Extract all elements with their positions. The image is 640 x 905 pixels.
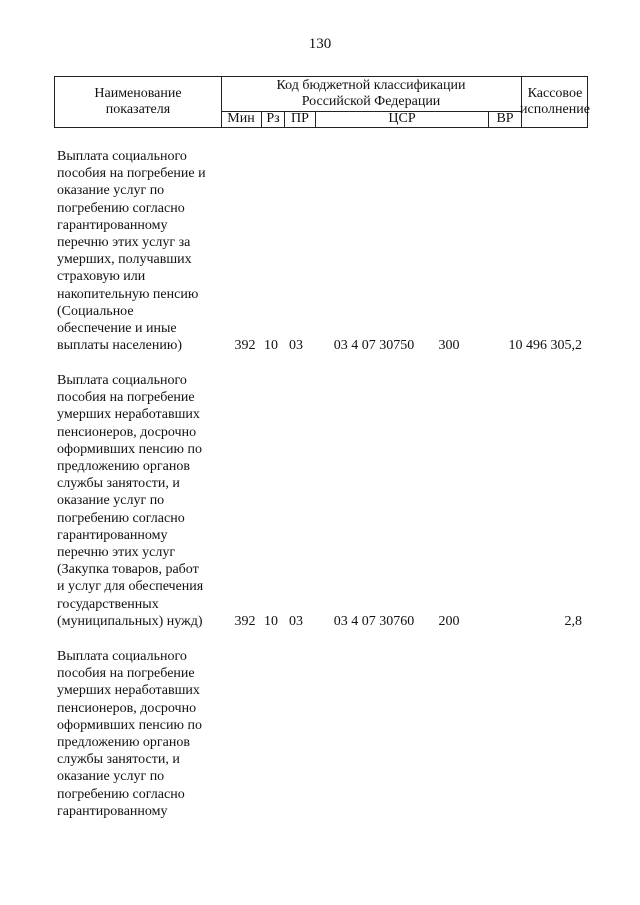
row-2-min: 392 — [234, 614, 256, 629]
row-2-rz: 10 — [264, 614, 278, 629]
row-2-description: Выплата социального пособия на погребение умерших неработавших пенсионеров, досрочно оформивших пенсию по предложению органов службы занятости, и оказание услуг по погребению согласно гарантированному перечню этих услуг (Закупка товаров, работ и услуг для обеспечения государственных (муниципальных) нужд) — [57, 373, 204, 629]
row-1-amount: 10 496 305,2 — [508, 338, 582, 353]
page-number: 130 — [308, 36, 332, 52]
row-3-description: Выплата социального пособия на погребение умерших неработавших пенсионеров, досрочно оформивших пенсию по предложению органов службы занятости, и оказание услуг по погребению согласно гарантированному — [57, 649, 202, 819]
header-name: Наименование показателя — [55, 77, 222, 127]
header-code: Код бюджетной классификации Российской Федерации — [221, 77, 522, 112]
table-header — [54, 76, 588, 128]
header-pr: ПР — [285, 111, 316, 127]
header-vr: ВР — [489, 111, 522, 127]
row-2-amount: 2,8 — [564, 614, 582, 629]
row-2-vr: 200 — [438, 614, 460, 629]
header-min: Мин — [221, 111, 262, 127]
row-1-pr: 03 — [289, 338, 303, 353]
header-csr: ЦСР — [316, 111, 489, 127]
row-2-pr: 03 — [289, 614, 303, 629]
header-rz: Рз — [262, 111, 285, 127]
row-1-vr: 300 — [438, 338, 460, 353]
row-1-rz: 10 — [264, 338, 278, 353]
header-kass: Кассовое исполнение — [520, 86, 590, 117]
row-1-min: 392 — [234, 338, 256, 353]
row-1-description: Выплата социального пособия на погребение и оказание услуг по погребению согласно гарантированному перечню этих услуг за умерших, получавших страховую или накопительную пенсию (Социальное обеспечение и иные выплаты населению) — [57, 149, 206, 354]
row-1-csr: 03 4 07 30750 — [333, 338, 415, 353]
row-2-csr: 03 4 07 30760 — [333, 614, 415, 629]
